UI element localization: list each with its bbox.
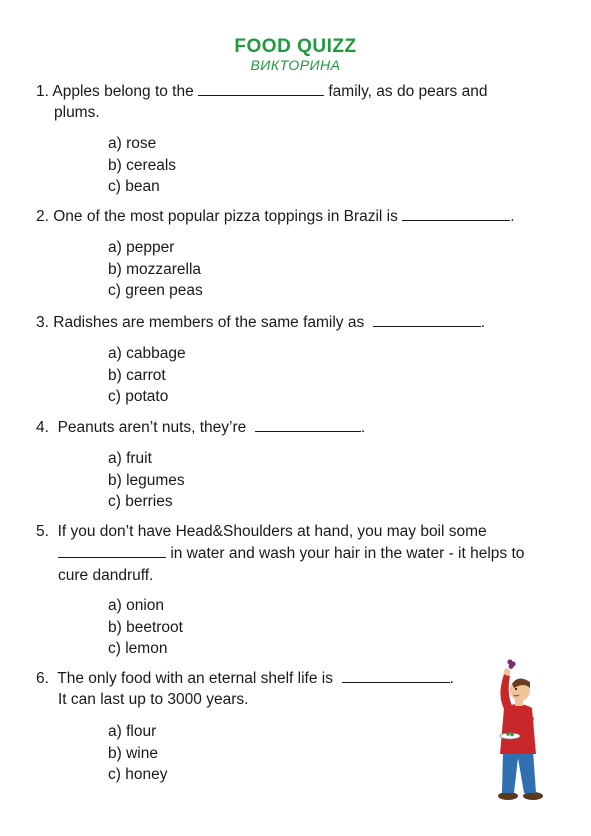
option-b: b) mozzarella bbox=[108, 260, 202, 278]
question-3: 3. Radishes are members of the same family as . bbox=[36, 314, 486, 331]
option-c: c) berries bbox=[108, 493, 173, 510]
question-2-options bbox=[108, 237, 203, 302]
question-1: 1. Apples belong to the family, as do pears and plums. bbox=[36, 83, 488, 121]
question-5: 5. If you don’t have Head&Shoulders at hand, you may boil some in water and wash your hair in the water - it helps to cure dandruff. bbox=[36, 523, 525, 584]
answer-blank bbox=[342, 668, 450, 683]
option-a: a) onion bbox=[108, 597, 165, 614]
option-a: a) fruit bbox=[108, 450, 152, 467]
answer-blank bbox=[373, 312, 481, 327]
option-c: c) green peas bbox=[108, 282, 203, 299]
option-a: a) pepper bbox=[108, 239, 175, 256]
option-b: b) carrot bbox=[108, 366, 166, 384]
question-1-options bbox=[108, 133, 176, 198]
answer-blank bbox=[198, 81, 324, 96]
answer-blank bbox=[255, 417, 361, 432]
option-b: b) legumes bbox=[108, 471, 185, 489]
question-6-options bbox=[108, 721, 167, 786]
question-4-options bbox=[108, 448, 185, 513]
question-6: 6. The only food with an eternal shelf life is . It can last up to 3000 years. bbox=[36, 670, 454, 708]
option-b: b) wine bbox=[108, 744, 158, 762]
option-a: a) cabbage bbox=[108, 345, 186, 362]
option-b: b) beetroot bbox=[108, 618, 183, 636]
man-eating-grapes-icon bbox=[488, 656, 562, 802]
question-2: 2. One of the most popular pizza toppings in Brazil is . bbox=[36, 208, 515, 225]
option-a: a) rose bbox=[108, 135, 157, 152]
option-a: a) flour bbox=[108, 723, 157, 740]
answer-blank bbox=[58, 543, 166, 558]
quiz-subtitle: ВИКТОРИНА bbox=[250, 57, 341, 73]
question-3-options bbox=[108, 343, 186, 408]
answer-blank bbox=[402, 206, 510, 221]
option-c: c) lemon bbox=[108, 640, 168, 657]
question-4: 4. Peanuts aren’t nuts, they’re . bbox=[36, 419, 366, 436]
option-b: b) cereals bbox=[108, 156, 177, 174]
quiz-header bbox=[0, 37, 591, 73]
option-c: c) potato bbox=[108, 388, 169, 405]
option-c: c) bean bbox=[108, 178, 160, 195]
question-5-options bbox=[108, 595, 183, 660]
quiz-title: FOOD QUIZZ bbox=[234, 36, 357, 57]
option-c: c) honey bbox=[108, 766, 168, 783]
